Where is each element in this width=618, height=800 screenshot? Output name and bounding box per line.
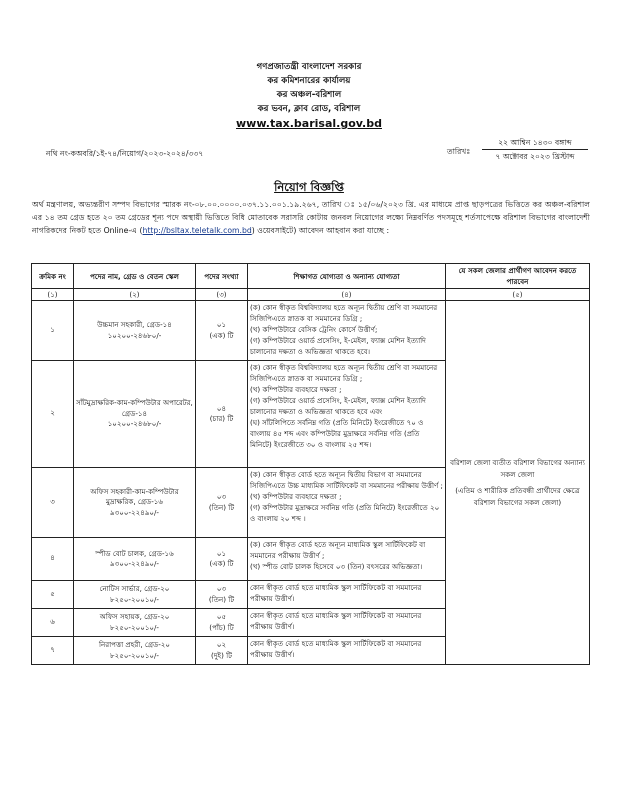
office-address: কর ভবন, ক্লাব রোড, বরিশাল: [257, 104, 361, 114]
date-block: [482, 136, 588, 163]
count-words: (দুই) টি: [210, 650, 233, 660]
intro-text-end: ) ওয়েবসাইটে) আবেদন আহবান করা যাচ্ছে :: [251, 226, 390, 235]
eligible-area-text: বরিশাল জেলা ব্যতীত বরিশাল বিভাগের অন্যান্য সকল জেলা: [450, 457, 585, 479]
qual-item: (ক) কোন স্বীকৃত বিশ্ববিদ্যালয় হতে অন্যূন দ্বিতীয় শ্রেণি বা সমমানের সিজিপিএতে স্নাতক বা সমমানের ডিগ্রি ;: [250, 363, 438, 383]
pay-scale: ৮২৫০-২০০১০/-: [110, 594, 159, 604]
post-name: অফিস সহকারী-কাম-কম্পিউটার মুদ্রাক্ষরিক, গ্রেড-১৬: [90, 486, 179, 507]
post-name: নোটিস সার্ভার, গ্রেড-২০: [99, 584, 170, 593]
row-count: [196, 581, 248, 609]
office-name: কর কমিশনারের কার্যালয়: [267, 76, 351, 86]
pay-scale: ১০২০০-২৪৬৮০/-: [107, 419, 162, 429]
intro-text: অর্থ মন্ত্রণালয়, অভ্যন্তরীণ সম্পদ বিভাগের স্মারক নং-০৮.০০.০০০০.০৩৭.১১.০০১.১৯.২৬৭, তারিখ ঃ ১৫/০৬/২০২৩ খ্রি. এর মাধ্যমে প্রাপ্ত ছাড়পত্রের ভিত্তিতে কর অঞ্চল-বরিশাল এর ১৪ তম গ্রেড হতে ২০ তম গ্রেডের শূন্য পদে অস্থায়ী ভিত্তিতে বিধি মোতাবেক সরাসরি কোটায় জনবল নিয়োগের লক্ষ্যে নিম্নবর্ণিত পদসমূহে শর্তসাপেক্ষে বরিশাল বিভাগের বাংলাদেশী নাগরিকদের নিকট হতে Online-এ (: [32, 200, 590, 235]
letterhead: [0, 60, 618, 132]
row-post: [74, 361, 196, 468]
date-english: ৭ অক্টোবর ২০২৩ খ্রিস্টাব্দ: [495, 152, 575, 161]
col-num: (১): [32, 289, 74, 301]
row-post: [74, 637, 196, 665]
header-sl: ক্রমিক নং: [32, 264, 74, 289]
count-words: (পাঁচ) টি: [209, 622, 234, 632]
qual-item: (ক) কোন স্বীকৃত বিশ্ববিদ্যালয় হতে অন্যূন দ্বিতীয় শ্রেণি বা সমমানের সিজিপিএতে স্নাতক বা সমমানের ডিগ্রি ;: [250, 303, 438, 323]
column-number-row: [32, 289, 590, 301]
qual-item: (গ) কম্পিউটারে ওয়ার্ড প্রসেসিং, ই-মেইল, ফ্যাক্স মেশিন ইত্যাদি চালানোর দক্ষতা ও অভিজ্ঞতা থাকতে হবে এবং: [250, 396, 426, 416]
count-number: ০১: [216, 320, 227, 329]
col-num: (৪): [248, 289, 446, 301]
count-number: ০১: [216, 548, 227, 558]
row-sl: ৬: [32, 609, 74, 637]
count-words: (এক) টি: [209, 330, 234, 340]
table-header-row: [32, 264, 590, 289]
table-row: [32, 301, 590, 361]
qual-item: (গ) কম্পিউটার মুদ্রাক্ষরে সর্বনিম্ন গতি (প্রতি মিনিটে) ইংরেজীতে ২০ ও বাংলায় ২০ শব্দ ।: [250, 503, 440, 523]
row-post: [74, 468, 196, 538]
row-qualification: [248, 468, 446, 538]
qual-item: কোন স্বীকৃত বোর্ড হতে মাধ্যমিক স্কুল সার্টিফিকেট বা সমমানের পরীক্ষায় উত্তীর্ণ।: [250, 611, 422, 631]
row-sl: ১: [32, 301, 74, 361]
qual-item: কোন স্বীকৃত বোর্ড হতে মাধ্যমিক স্কুল সার্টিফিকেট বা সমমানের পরীক্ষায় উত্তীর্ণ।: [250, 583, 422, 603]
pay-scale: ৮২৫০-২০০১০/-: [110, 650, 159, 660]
row-qualification: [248, 301, 446, 361]
qual-item: (খ) স্পীড বোট চালক হিসেবে ০৩ (তিন) বৎসরের অভিজ্ঞতা।: [250, 562, 423, 571]
header-qualification: শিক্ষাগত যোগ্যতা ও অন্যান্য যোগ্যতা: [248, 264, 446, 289]
col-num: (৩): [196, 289, 248, 301]
pay-scale: ৯৩০০-২২৪৯০/-: [110, 507, 159, 517]
count-number: ০৩: [216, 584, 227, 593]
row-count: [196, 301, 248, 361]
eligible-area: [446, 301, 590, 665]
col-num: (২): [74, 289, 196, 301]
row-qualification: [248, 637, 446, 665]
post-name: স্পীড বোট চালক, গ্রেড-১৬: [95, 548, 174, 558]
count-number: ০৩: [216, 492, 227, 501]
intro-paragraph: [32, 198, 590, 237]
govt-name: গণপ্রজাতন্ত্রী বাংলাদেশ সরকার: [256, 62, 362, 72]
qual-item: কোন স্বীকৃত বোর্ড হতে মাধ্যমিক স্কুল সার্টিফিকেট বা সমমানের পরীক্ষায় উত্তীর্ণ।: [250, 639, 422, 659]
row-qualification: [248, 581, 446, 609]
row-sl: ২: [32, 361, 74, 468]
count-number: ০৫: [216, 612, 227, 621]
post-name: সাঁটমুদ্রাক্ষরিক-কাম-কম্পিউটার অপারেটর, গ্রেড-১৪: [76, 398, 193, 418]
header-count: পদের সংখ্যা: [196, 264, 248, 289]
count-words: (তিন) টি: [208, 502, 235, 512]
qual-item: (ক) কোন স্বীকৃত বোর্ড হতে অন্যূন দ্বিতীয় বিভাগ বা সমমানের সিজিপিএতে উচ্চ মাধ্যমিক সার্টিফিকেট বা সমমানের পরীক্ষায় উত্তীর্ণ ;: [250, 470, 443, 490]
pay-scale: ১০২০০-২৪৬৮০/-: [107, 330, 162, 340]
notice-title: নিয়োগ বিজ্ঞপ্তি: [274, 180, 344, 194]
zone-name: কর অঞ্চল-বরিশাল: [276, 90, 342, 100]
reference-number: নথি নং-কঅবরি/১ই-৭৪/নিয়োগ/২০২৩-২০২৪/৩৩৭: [46, 149, 204, 158]
count-words: (তিন) টি: [208, 594, 235, 604]
header-post: পদের নাম, গ্রেড ও বেতন স্কেল: [74, 264, 196, 289]
header-eligible-area: যে সকল জেলার প্রার্থীগণ আবেদন করতে পারবেন: [446, 264, 590, 289]
row-post: [74, 609, 196, 637]
application-link[interactable]: http://bsltax.teletalk.com.bd: [142, 226, 252, 235]
count-words: (এক) টি: [209, 559, 234, 568]
post-name: অফিস সহায়ক, গ্রেড-২০: [99, 612, 170, 621]
qual-item: (খ) কম্পিউটারে বেসিক ট্রেনিং কোর্সে উত্তীর্ণ;: [250, 325, 378, 334]
eligible-area-note: (এতিম ও শারীরিক প্রতিবন্ধী প্রার্থীদের ক্ষেত্রে বরিশাল বিভাগের সকল জেলা): [455, 485, 580, 507]
vacancy-table: [31, 263, 590, 665]
row-qualification: [248, 538, 446, 581]
row-count: [196, 361, 248, 468]
count-number: ০৪: [216, 403, 227, 413]
website-link[interactable]: www.tax.barisal.gov.bd: [236, 117, 382, 130]
date-label: তারিখঃ: [447, 147, 471, 156]
pay-scale: ৯৩০০-২২৪৯০/-: [110, 559, 159, 568]
post-name: নিরাপত্তা প্রহরী, গ্রেড-২০: [98, 640, 171, 649]
row-qualification: [248, 609, 446, 637]
pay-scale: ৮২৫০-২০০১০/-: [110, 622, 159, 632]
row-sl: ৫: [32, 581, 74, 609]
date-bangla: ২২ আশ্বিন ১৪৩০ বঙ্গাব্দ: [482, 136, 588, 150]
row-count: [196, 538, 248, 581]
post-name: উচ্চমান সহকারী, গ্রেড-১৪: [97, 320, 172, 329]
row-sl: ৭: [32, 637, 74, 665]
row-post: [74, 301, 196, 361]
row-qualification: [248, 361, 446, 468]
row-count: [196, 637, 248, 665]
row-post: [74, 538, 196, 581]
qual-item: (গ) কম্পিউটারে ওয়ার্ড প্রসেসিং, ই-মেইল, ফ্যাক্স মেশিন ইত্যাদি চালানোর দক্ষতা ও অভিজ্ঞতা থাকতে হবে।: [250, 336, 426, 356]
qual-item: (ঘ) সাঁটলিপিতে সর্বনিম্ন গতি (প্রতি মিনিটে) ইংরেজীতে ৭০ ও বাংলায় ৪৫ শব্দ এবং কম্পিউটার মুদ্রাক্ষরে সর্বনিম্ন গতি (প্রতি মিনিটে) ইংরেজীতে ৩০ ও বাংলায় ২৫ শব্দ।: [250, 418, 424, 449]
qual-item: (ক) কোন স্বীকৃত বোর্ড হতে অন্যূন মাধ্যমিক স্কুল সার্টিফিকেট বা সমমানের পরীক্ষায় উত্তীর্ণ ;: [250, 540, 426, 560]
row-post: [74, 581, 196, 609]
qual-item: (খ) কম্পিউটার ব্যবহারে দক্ষতা ;: [250, 385, 342, 394]
row-sl: ৪: [32, 538, 74, 581]
count-words: (চার) টি: [209, 414, 234, 423]
qual-item: (খ) কম্পিউটার ব্যবহারে দক্ষতা ;: [250, 492, 342, 501]
col-num: (৫): [446, 289, 590, 301]
row-count: [196, 609, 248, 637]
row-count: [196, 468, 248, 538]
count-number: ০২: [216, 640, 227, 649]
row-sl: ৩: [32, 468, 74, 538]
